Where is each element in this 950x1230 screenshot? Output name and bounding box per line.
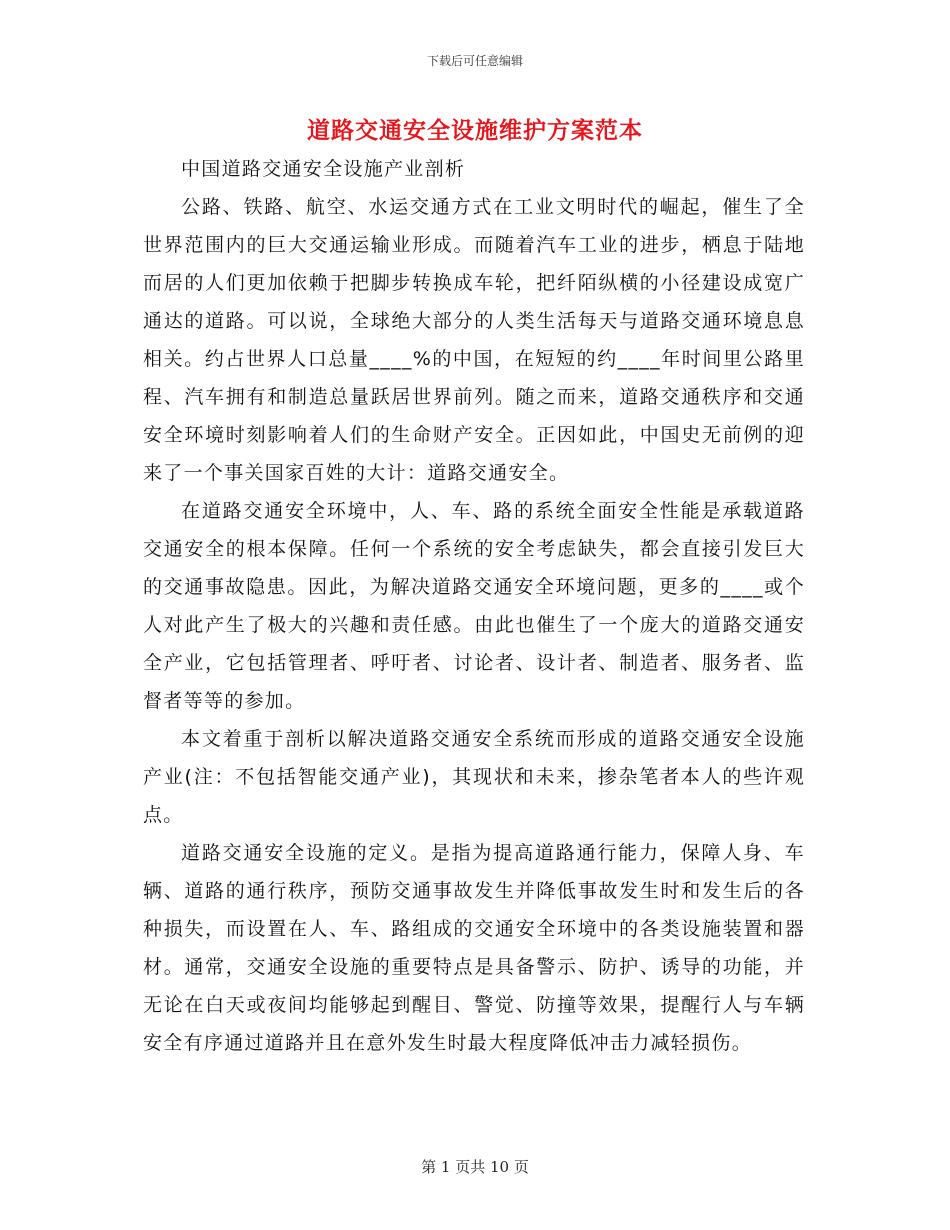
- document-title: 道路交通安全设施维护方案范本: [307, 118, 643, 144]
- paragraph-4: 道路交通安全设施的定义。是指为提高道路通行能力，保障人身、车辆、道路的通行秩序，预防交通事故发生并降低事故发生时和发生后的各种损失，而设置在人、车、路组成的交通安全环境中的各类设施装置和器材。通常，交通安全设施的重要特点是具备警示、防护、诱导的功能，并无论在白天或夜间均能够起到醒目、警觉、防撞等效果，提醒行人与车辆安全有序通过道路并且在意外发生时最大程度降低冲击力减轻损伤。: [143, 842, 805, 1054]
- paragraph-1: 公路、铁路、航空、水运交通方式在工业文明时代的崛起，催生了全世界范围内的巨大交通运输业形成。而随着汽车工业的进步，栖息于陆地而居的人们更加依赖于把脚步转换成车轮，把纤陌纵横的小径建设成宽广通达的道路。可以说，全球绝大部分的人类生活每天与道路交通环境息息相关。约占世界人口总量____%的中国，在短短的约____年时间里公路里程、汽车拥有和制造总量跃居世界前列。随之而来，道路交通秩序和交通安全环境时刻影响着人们的生命财产安全。正因如此，中国史无前例的迎来了一个事关国家百姓的大计：道路交通安全。: [143, 196, 805, 484]
- paragraph-2: 在道路交通安全环境中，人、车、路的系统全面安全性能是承载道路交通安全的根本保障。任何一个系统的安全考虑缺失，都会直接引发巨大的交通事故隐患。因此，为解决道路交通安全环境问题，更多的____或个人对此产生了极大的兴趣和责任感。由此也催生了一个庞大的道路交通安全产业，它包括管理者、呼吁者、讨论者、设计者、制造者、服务者、监督者等等的参加。: [143, 500, 805, 712]
- document-body: [143, 150, 805, 1062]
- paragraph-3: 本文着重于剖析以解决道路交通安全系统而形成的道路交通安全设施产业(注：不包括智能交通产业)，其现状和未来，掺杂笔者本人的些许观点。: [143, 728, 805, 826]
- page-footer: 第 1 页共 10 页: [421, 1158, 529, 1176]
- header-note: 下载后可任意编辑: [426, 54, 523, 68]
- section-subheading: 中国道路交通安全设施产业剖析: [181, 158, 466, 180]
